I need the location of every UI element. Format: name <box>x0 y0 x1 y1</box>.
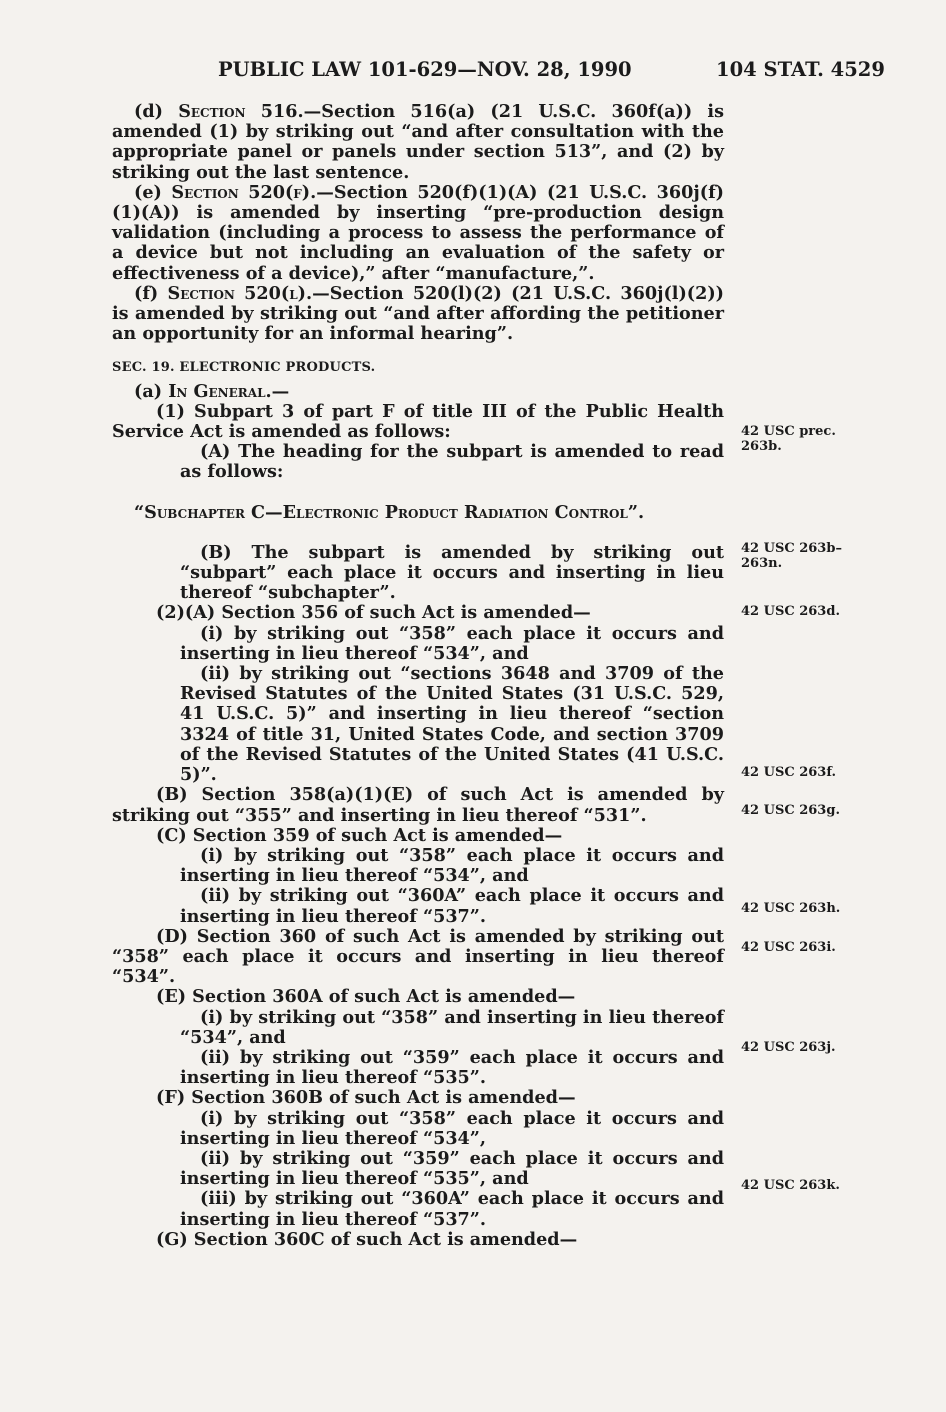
paragraph-d <box>112 102 724 183</box>
para-heading: Section 520(l). <box>167 282 313 304</box>
para-dash: — <box>271 380 290 402</box>
subchapter-heading: “Subchapter C—Electronic Product Radiation Control”. <box>134 501 645 523</box>
paragraph-C: (C) Section 359 of such Act is amended— <box>156 824 563 846</box>
margin-note-prec-263b: 42 USC prec. 263b. <box>741 424 836 454</box>
para-label: (d) <box>134 101 179 122</box>
para-label: (f) <box>134 282 168 304</box>
paragraph-D: (D) Section 360 of such Act is amended by striking out “358” each place it occurs and inserting in lieu thereof “534”. <box>112 925 724 988</box>
margin-note-263g: 42 USC 263g. <box>741 803 840 818</box>
clause-F-i: (i) by striking out “358” each place it occurs and inserting in lieu thereof “534”, <box>180 1107 724 1149</box>
margin-note-263b-263n: 42 USC 263b–263n. <box>741 541 842 571</box>
para-text: —Section 516(a) (21 U.S.C. 360f(a)) is amended (1) by striking out “and after consultation with the appropriate panel or panels under section 513”, and (2) by striking out the last sentence. <box>112 101 725 183</box>
paragraph-f <box>112 284 724 345</box>
clause-2A-i: (i) by striking out “358” each place it occurs and inserting in lieu thereof “534”, and <box>180 622 724 664</box>
margin-note-263f: 42 USC 263f. <box>741 765 837 780</box>
margin-note-263d: 42 USC 263d. <box>741 604 840 619</box>
clause-C-ii: (ii) by striking out “360A” each place it occurs and inserting in lieu thereof “537”. <box>180 885 724 927</box>
subsection-a <box>112 382 724 402</box>
paragraph-1: (1) Subpart 3 of part F of title III of the Public Health Service Act is amended as follows: <box>112 400 724 443</box>
paragraph-1A <box>112 442 724 482</box>
para-label: (e) <box>134 181 172 203</box>
para-label: (a) <box>134 380 169 402</box>
clause-2A-ii: (ii) by striking out “sections 3648 and 3709 of the Revised Statutes of the United States (31 U.S.C. 529, 41 U.S.C. 5)” and inserting in lieu thereof “section 3324 of title 31, United States Code, and section 3709 of the Revised Statutes of the United States (41 U.S.C. 5)”. <box>180 663 724 786</box>
paragraph-B: (B) Section 358(a)(1)(E) of such Act is amended by striking out “355” and inserting in lieu thereof “531”. <box>112 784 724 826</box>
margin-note-263i: 42 USC 263i. <box>741 940 836 955</box>
margin-note-263k: 42 USC 263k. <box>741 1178 840 1193</box>
paragraph-e <box>112 183 724 284</box>
para-heading: In General. <box>168 380 272 402</box>
section-heading: SEC. 19. ELECTRONIC PRODUCTS. <box>112 360 376 376</box>
clause-E-i: (i) by striking out “358” and inserting in lieu thereof “534”, and <box>180 1006 724 1048</box>
clause-E-ii: (ii) by striking out “359” each place it occurs and inserting in lieu thereof “535”. <box>180 1046 724 1089</box>
clause-F-iii: (iii) by striking out “360A” each place it occurs and inserting in lieu thereof “537”. <box>180 1188 724 1230</box>
paragraph-F: (F) Section 360B of such Act is amended— <box>156 1087 576 1109</box>
page-header <box>0 58 946 88</box>
paragraph-G: (G) Section 360C of such Act is amended— <box>156 1228 578 1250</box>
paragraph-1B: (B) The subpart is amended by striking out “subpart” each place it occurs and inserting in lieu thereof “subchapter”. <box>180 541 724 604</box>
para-heading: Section 520(f). <box>171 181 317 203</box>
clause-C-i: (i) by striking out “358” each place it occurs and inserting in lieu thereof “534”, and <box>180 844 724 887</box>
page-citation: 104 STAT. 4529 <box>716 58 885 81</box>
margin-note-263j: 42 USC 263j. <box>741 1040 836 1055</box>
para-text: —Section 520(f)(1)(A) (21 U.S.C. 360j(f)(1)(A)) is amended by inserting “pre-production design validation (including a process to assess the performance of a device but not including an evaluation of the safety or effectiveness of a device),” after “manufacture,”. <box>112 181 724 284</box>
paragraph-E: (E) Section 360A of such Act is amended— <box>156 986 576 1008</box>
para-text: —Section 520(l)(2) (21 U.S.C. 360j(l)(2)) is amended by striking out “and after affording the petitioner an opportunity for an informal hearing”. <box>112 282 725 345</box>
clause-F-ii: (ii) by striking out “359” each place it occurs and inserting in lieu thereof “535”, and <box>180 1147 724 1190</box>
para-text: (A) The heading for the subpart is amended to read as follows: <box>180 441 724 483</box>
statute-body <box>112 102 724 1250</box>
para-heading: Section 516. <box>178 101 304 122</box>
paragraph-2A: (2)(A) Section 356 of such Act is amended— <box>156 602 591 624</box>
margin-note-263h: 42 USC 263h. <box>741 901 841 916</box>
running-head: PUBLIC LAW 101-629—NOV. 28, 1990 <box>218 58 632 81</box>
